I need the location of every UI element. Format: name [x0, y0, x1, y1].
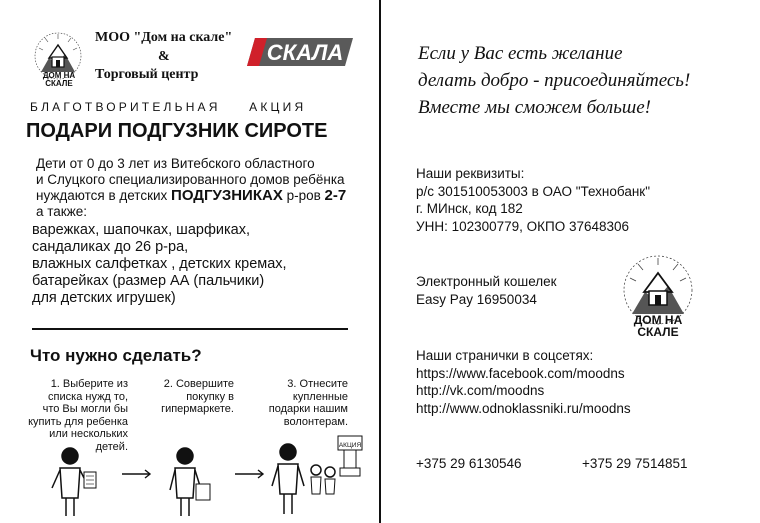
phone-2[interactable]: +375 29 7514851	[582, 456, 688, 471]
slogan-line-2: делать добро - присоединяйтесь!	[418, 70, 691, 91]
intro-line: и Слуцкого специализированного домов ребёнка	[36, 172, 345, 187]
slogan-line-1: Если у Вас есть желание	[418, 43, 623, 64]
org-logo-large	[612, 248, 704, 340]
main-title: ПОДАРИ ПОДГУЗНИК СИРОТЕ	[26, 120, 328, 142]
action-heading: БЛАГОТВОРИТЕЛЬНАЯ АКЦИЯ	[30, 100, 307, 114]
bank-details	[416, 165, 650, 235]
wallet-value: Easy Pay 16950034	[416, 291, 537, 307]
tax-ids: УНН: 102300779, ОКПО 37648306	[416, 218, 630, 234]
step-2: 2. Совершите покупку в гипермаркете.	[161, 378, 234, 415]
skala-logo	[247, 38, 353, 66]
logo-text: ДОМ НА СКАЛЕ	[42, 71, 76, 88]
intro-line: нуждаются в детских ПОДГУЗНИКАХ р-ров 2-7	[36, 187, 347, 204]
list-item: для детских игрушек)	[32, 290, 176, 306]
e-wallet	[416, 273, 557, 308]
list-item: сандаликах до 26 р-ра,	[32, 239, 189, 255]
social-links	[416, 347, 631, 417]
needs-list	[32, 222, 287, 307]
arrow-right-icon	[235, 470, 263, 478]
skala-text: СКАЛА	[266, 40, 344, 65]
person-with-list-icon	[52, 448, 96, 516]
arrow-right-icon	[122, 470, 150, 478]
ampersand: &	[158, 49, 170, 64]
size-range: 2-7	[324, 187, 347, 204]
bank-details-title: Наши реквизиты:	[416, 166, 525, 181]
list-item: варежках, шапочках, шарфиках,	[32, 222, 250, 238]
facebook-link[interactable]: https://www.facebook.com/moodns	[416, 365, 625, 381]
step-1: 1. Выберите из списка нужд то, что Вы могли бы купить для ребенка или нескольких детей.	[28, 378, 128, 453]
intro-line: Дети от 0 до 3 лет из Витебского областного	[36, 156, 315, 171]
todo-title: Что нужно сделать?	[30, 346, 202, 365]
wallet-title: Электронный кошелек	[416, 274, 557, 289]
page-divider	[379, 0, 381, 523]
intro-text	[36, 156, 346, 220]
slogan-line-3: Вместе мы сможем больше!	[418, 97, 651, 118]
logo-text: ДОМ НА СКАЛЕ	[633, 313, 683, 339]
list-item: батарейках (размер АА (пальчики)	[32, 273, 265, 289]
list-item: влажных салфетках , детских кремах,	[32, 256, 287, 272]
step-3: 3. Отнесите купленные подарки нашим волонтерам.	[268, 378, 348, 428]
steps-illustration	[0, 430, 379, 523]
org-name: МОО "Дом на скале"	[95, 30, 233, 45]
org-logo	[27, 28, 89, 90]
box-sign: АКЦИЯ	[338, 442, 362, 449]
mall-name: Торговый центр	[95, 67, 199, 82]
vk-link[interactable]: http://vk.com/moodns	[416, 383, 545, 398]
phone-1[interactable]: +375 29 6130546	[416, 456, 522, 471]
odnoklassniki-link[interactable]: http://www.odnoklassniki.ru/moodns	[416, 400, 631, 416]
bank-account: р/с 301510053003 в ОАО "Технобанк"	[416, 183, 650, 199]
social-title: Наши странички в соцсетях:	[416, 348, 594, 363]
bank-city-code: г. МИнск, код 182	[416, 201, 523, 216]
person-with-bag-icon	[170, 448, 210, 516]
diapers-emphasis: ПОДГУЗНИКАХ	[171, 187, 283, 204]
intro-line: а также:	[36, 204, 87, 219]
section-divider	[32, 328, 348, 330]
